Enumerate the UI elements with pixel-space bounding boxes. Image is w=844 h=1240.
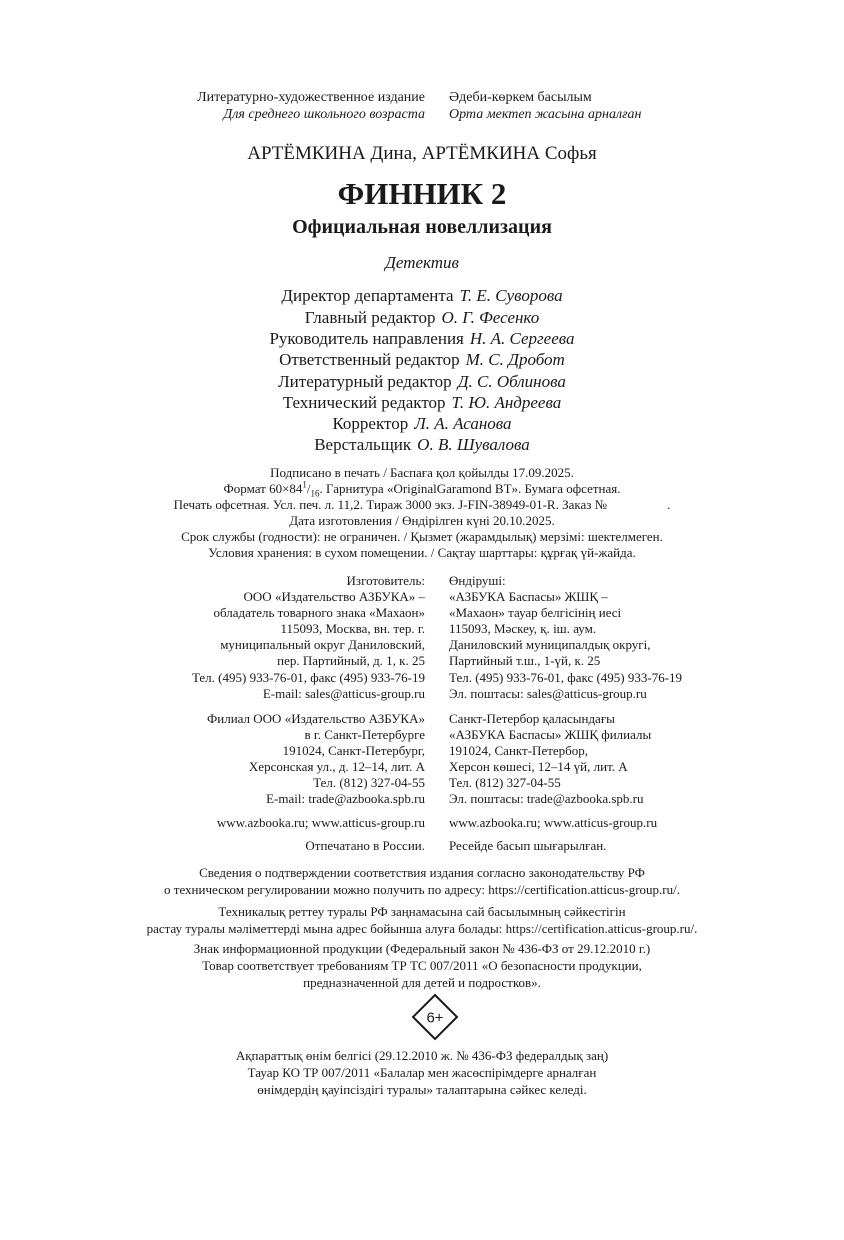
header-left-line1: Литературно-художественное издание [197,90,425,105]
manufacturer-kz-line: 115093, Мәскеу, қ. іш. аум. [449,621,597,637]
staff-role: Директор департамента [281,286,454,305]
staff-name: М. С. Дробот [465,350,565,369]
staff-row [0,392,844,413]
manufacturer-ru-line: пер. Партийный, д. 1, к. 25 [277,653,425,669]
note-line: Ақпараттық өнім белгісі (29.12.2010 ж. № 436-ФЗ федералдық заң) [235,1048,609,1063]
staff-role: Руководитель направления [269,329,464,348]
info-product-kz [0,1047,844,1098]
manufacturer-ru [192,573,425,702]
print-line: Печать офсетная. Усл. печ. л. 11,2. Тираж 3000 экз. J-FIN-38949-01-R. Заказ № . [173,497,671,512]
staff-name: О. В. Шувалова [417,435,530,454]
branch-ru-line: Филиал ООО «Издательство АЗБУКА» [206,711,425,726]
header-right-line1: Әдеби-көркем басылым [449,90,592,105]
info-product-ru [0,940,844,991]
staff-role: Корректор [332,414,409,433]
signed-to-print: Подписано в печать / Баспаға қол қойылды 17.09.2025. [270,465,574,480]
branch-ru-line: Тел. (812) 327-04-55 [313,775,425,791]
branch-kz [449,711,651,808]
shelf-life: Срок службы (годности): не ограничен. / Қызмет (жарамдылық) мерзімі: шектелмеген. [181,529,663,544]
branch-kz-line: Херсон көшесі, 12–14 үй, лит. А [449,759,628,775]
manufacturer-ru-line: Изготовитель: [346,573,425,588]
staff-row [0,285,844,306]
manufacturer-ru-line: ООО «Издательство АЗБУКА» – [243,589,425,605]
branch-ru [207,711,425,808]
manufacturer-kz-line: Өндіруші: [449,573,506,588]
note-line: предназначенной для детей и подростков». [303,975,541,990]
genre: Детектив [385,253,459,272]
branch-kz-line: 191024, Санкт-Петербор, [449,743,589,759]
staff-row [0,307,844,328]
staff-row [0,328,844,349]
staff-row [0,434,844,455]
staff-role: Верстальщик [314,435,412,454]
staff-role: Главный редактор [304,308,436,327]
manufacturer-ru-line: муниципальный округ Даниловский, [220,637,425,653]
branch-kz-line: «АЗБУКА Баспасы» ЖШҚ филиалы [449,727,652,743]
storage-conditions: Условия хранения: в сухом помещении. / Сақтау шарттары: құрғақ үй-жайда. [208,545,636,560]
branch-kz-line: Тел. (812) 327-04-55 [449,775,561,791]
format-line: Формат $60\times 84^1/_{16}$. Гарнитура «OriginalGaramond BT». Бумага офсетная. [223,479,621,499]
book-subtitle: Официальная новеллизация [292,216,552,238]
manufacturer-kz-line: Партийный т.ш., 1-үй, к. 25 [449,653,601,669]
note-line: о техническом регулировании можно получить по адресу: https://certification.atticus-group.ru/. [164,882,680,897]
branch-ru-line: E-mail: trade@azbooka.spb.ru [266,791,425,807]
manufacturer-kz-line: Эл. поштасы: sales@atticus-group.ru [449,685,647,701]
staff-name: Д. С. Облинова [457,372,566,391]
staff-role: Технический редактор [282,393,446,412]
note-line: Знак информационной продукции (Федеральный закон № 436-ФЗ от 29.12.2010 г.) [193,941,651,956]
staff-name: Т. Ю. Андреева [451,393,562,412]
certification-kz [0,903,844,937]
branch-kz-line: Санкт-Петербор қаласындағы [449,711,615,726]
note-line: Товар соответствует требованиям ТР ТС 007/2011 «О безопасности продукции, [202,958,642,973]
age-rating-text: 6+ [426,1009,444,1027]
certification-ru [0,864,844,898]
manufacturer-kz-line: Даниловский муниципалдық округі, [449,637,651,653]
websites-kz: www.azbooka.ru; www.atticus-group.ru [449,815,658,830]
note-line: өнімдердің қауіпсіздігі туралы» талаптарына сәйкес келеді. [257,1082,587,1097]
manufacturer-kz-line: Тел. (495) 933-76-01, факс (495) 933-76-19 [449,669,683,685]
book-title: ФИННИК 2 [337,176,507,211]
note-line: Сведения о подтверждении соответствия издания согласно законодательству РФ [199,865,645,880]
manufacturer-kz-line: «АЗБУКА Баспасы» ЖШҚ – [449,589,608,605]
websites-ru: www.azbooka.ru; www.atticus-group.ru [216,815,425,830]
manufacturer-ru-line: обладатель товарного знака «Махаон» [213,605,425,621]
manufacturer-ru-line: 115093, Москва, вн. тер. г. [280,621,425,637]
note-line: Тауар КО ТР 007/2011 «Балалар мен жасөспірімдерге арналған [247,1065,597,1080]
staff-row [0,413,844,434]
note-line: растау туралы мәліметтерді мына адрес бойынша алуға болады: https://certification.atticus-group.ru/. [146,921,698,936]
staff-name: Т. Е. Суворова [459,286,563,305]
branch-ru-line: Херсонская ул., д. 12–14, лит. А [248,759,425,775]
made-date: Дата изготовления / Өндірілген күні 20.10.2025. [289,513,555,528]
branch-ru-line: 191024, Санкт-Петербург, [282,743,425,759]
staff-name: Н. А. Сергеева [469,329,575,348]
age-rating-badge [411,993,459,1041]
staff-row [0,371,844,392]
manufacturer-kz-line: «Махаон» тауар белгісінің иесі [449,605,622,621]
header-left-line2: Для среднего школьного возраста [223,107,425,122]
note-line: Техникалық реттеу туралы РФ заңнамасына сай басылымның сәйкестігін [218,904,626,919]
printed-in-russia: Отпечатано в России. [305,838,425,853]
manufacturer-ru-line: Тел. (495) 933-76-01, факс (495) 933-76-19 [191,669,425,685]
manufacturer-kz [449,573,682,702]
staff-name: О. Г. Фесенко [441,308,540,327]
header-right-line2: Орта мектеп жасына арналған [449,107,642,122]
branch-ru-line: в г. Санкт-Петербурге [304,727,425,743]
authors: АРТЁМКИНА Дина, АРТЁМКИНА Софья [247,143,597,164]
staff-name: Л. А. Асанова [414,414,512,433]
staff-role: Ответственный редактор [279,350,460,369]
manufacturer-ru-line: E-mail: sales@atticus-group.ru [262,685,425,701]
branch-kz-line: Эл. поштасы: trade@azbooka.spb.ru [449,791,644,807]
printed-in-russia-kz: Ресейде басып шығарылған. [449,838,607,853]
staff-row [0,349,844,370]
staff-role: Литературный редактор [278,372,452,391]
